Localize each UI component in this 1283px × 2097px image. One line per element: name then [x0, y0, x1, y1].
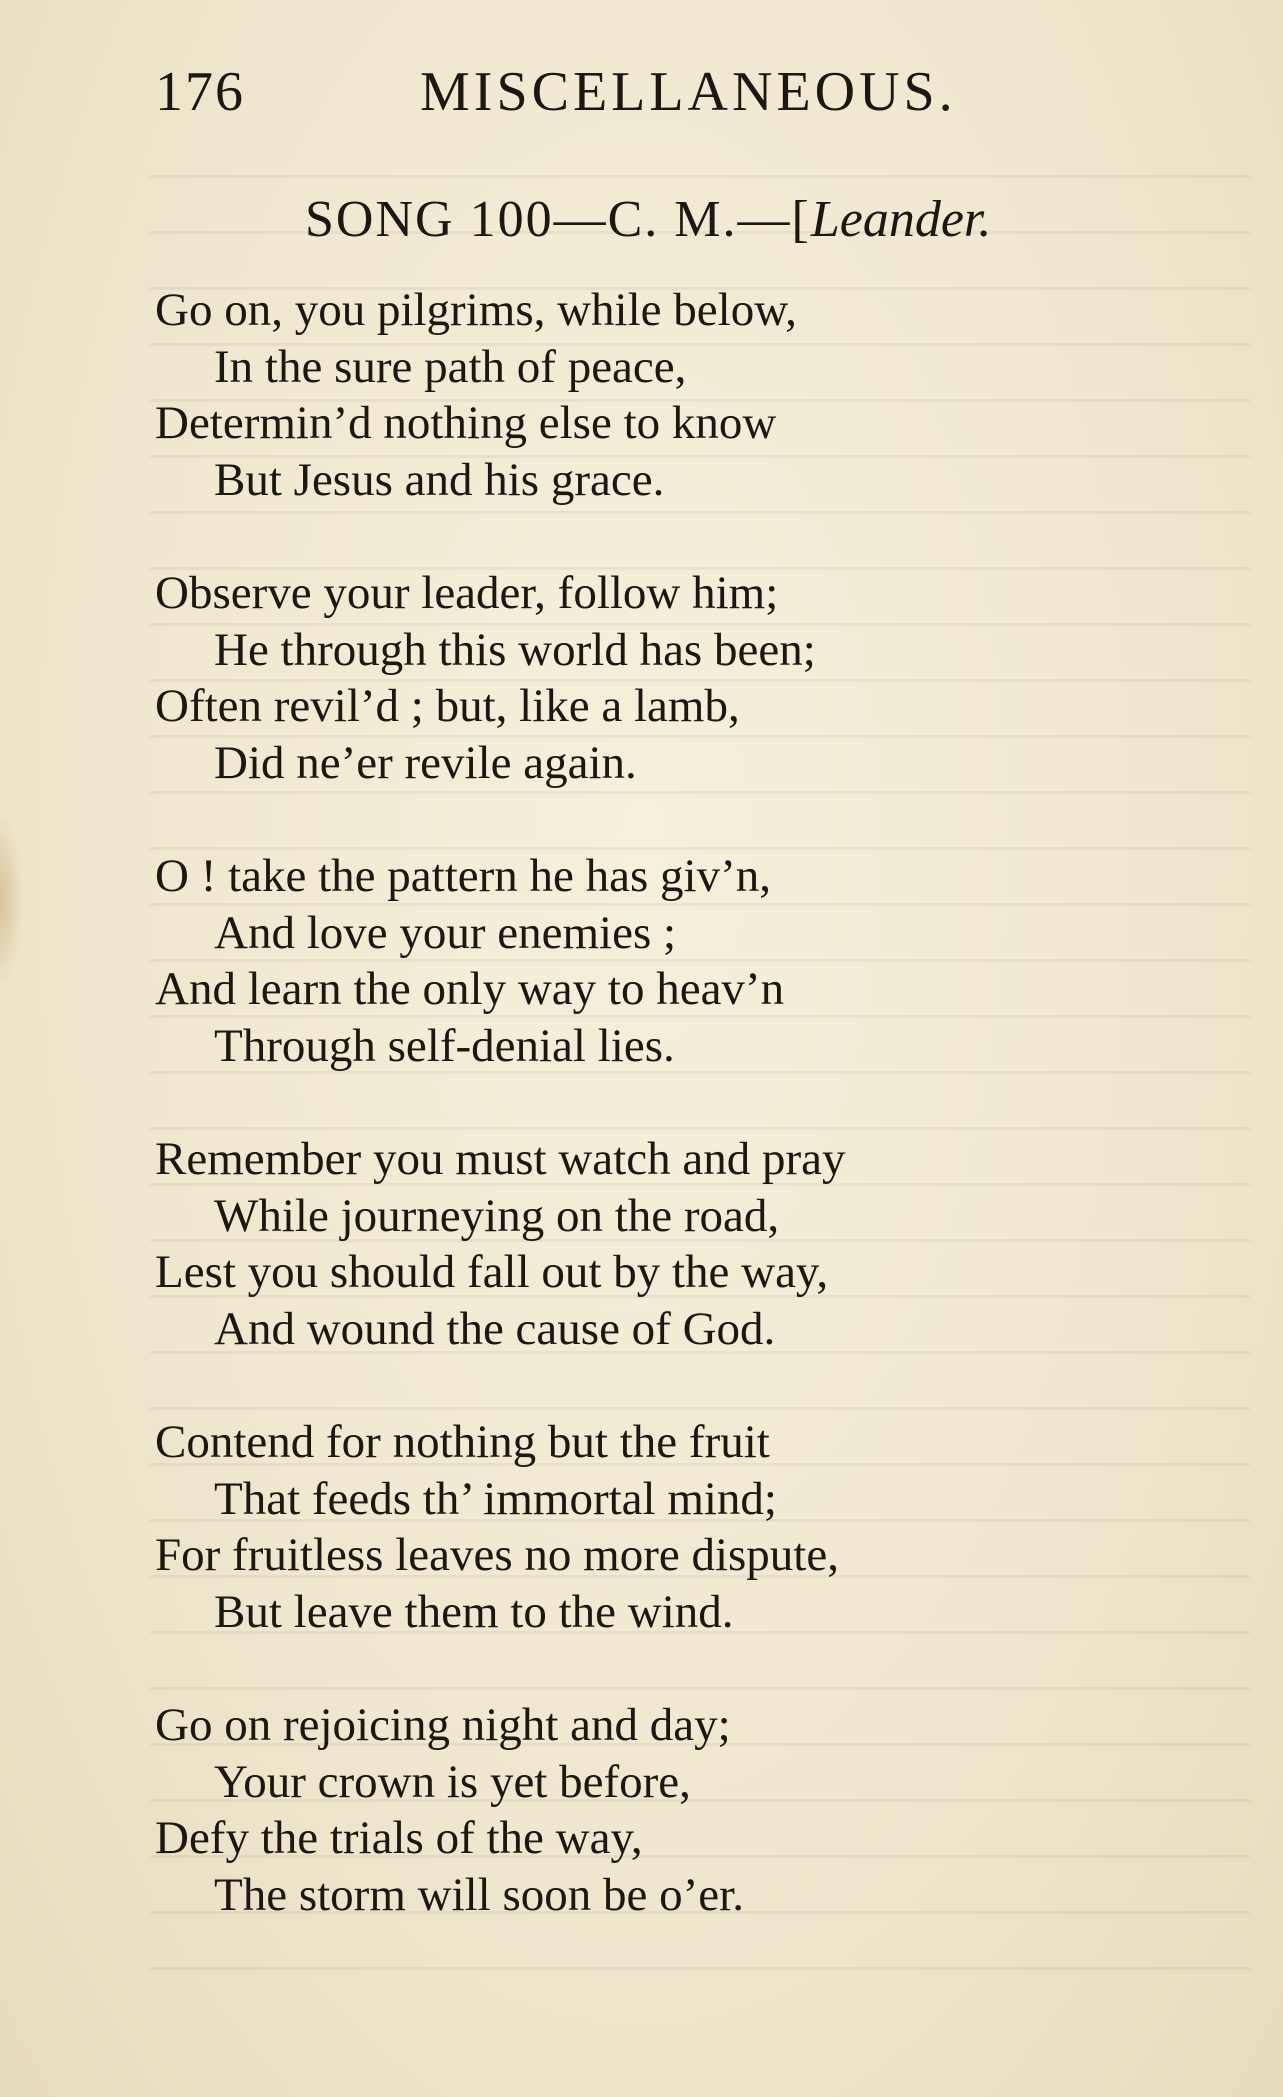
- verse-line: Defy the trials of the way,: [155, 1812, 643, 1864]
- verse-line: Contend for nothing but the fruit: [155, 1416, 770, 1468]
- stanza: [155, 282, 1155, 508]
- verse-line: The storm will soon be o’er.: [214, 1868, 744, 1921]
- song-tune-name: Leander.: [810, 191, 992, 248]
- verse-line: Determin’d nothing else to know: [155, 397, 777, 449]
- verse-line: Go on rejoicing night and day;: [155, 1699, 731, 1751]
- verse-line: That feeds th’ immortal mind;: [214, 1472, 777, 1525]
- verse-line: While journeying on the road,: [214, 1189, 780, 1242]
- song-title-main: SONG 100—C. M.—[: [305, 191, 811, 248]
- verse-line: Lest you should fall out by the way,: [155, 1246, 829, 1298]
- running-head: MISCELLANEOUS.: [420, 61, 957, 123]
- verse-line: Through self-denial lies.: [214, 1019, 675, 1072]
- verse-line: Remember you must watch and pray: [155, 1133, 846, 1185]
- stanza: [155, 848, 1155, 1074]
- paper-stain: [0, 820, 22, 980]
- stanza: [155, 1131, 1155, 1357]
- verse-line: Go on, you pilgrims, while below,: [155, 284, 797, 336]
- stanza: [155, 565, 1155, 791]
- verse-line: Often revil’d ; but, like a lamb,: [155, 680, 740, 732]
- page-number: 176: [155, 61, 245, 123]
- verse-line: And wound the cause of God.: [214, 1302, 776, 1355]
- page-header: [155, 60, 1055, 140]
- verse-line: For fruitless leaves no more dispute,: [155, 1529, 839, 1581]
- verse-line: But Jesus and his grace.: [214, 453, 665, 506]
- stanza: [155, 1697, 1155, 1923]
- verse-line: And learn the only way to heav’n: [155, 963, 785, 1015]
- verse-line: Your crown is yet before,: [214, 1755, 691, 1808]
- song-text: [155, 282, 1155, 1980]
- verse-line: O ! take the pattern he has giv’n,: [155, 850, 772, 902]
- verse-line: In the sure path of peace,: [214, 340, 687, 393]
- verse-line: He through this world has been;: [214, 623, 816, 676]
- verse-line: Observe your leader, follow him;: [155, 567, 779, 619]
- song-title: [305, 190, 991, 249]
- verse-line: Did ne’er revile again.: [214, 736, 637, 789]
- verse-line: And love your enemies ;: [214, 906, 677, 959]
- stanza: [155, 1414, 1155, 1640]
- verse-line: But leave them to the wind.: [214, 1585, 734, 1638]
